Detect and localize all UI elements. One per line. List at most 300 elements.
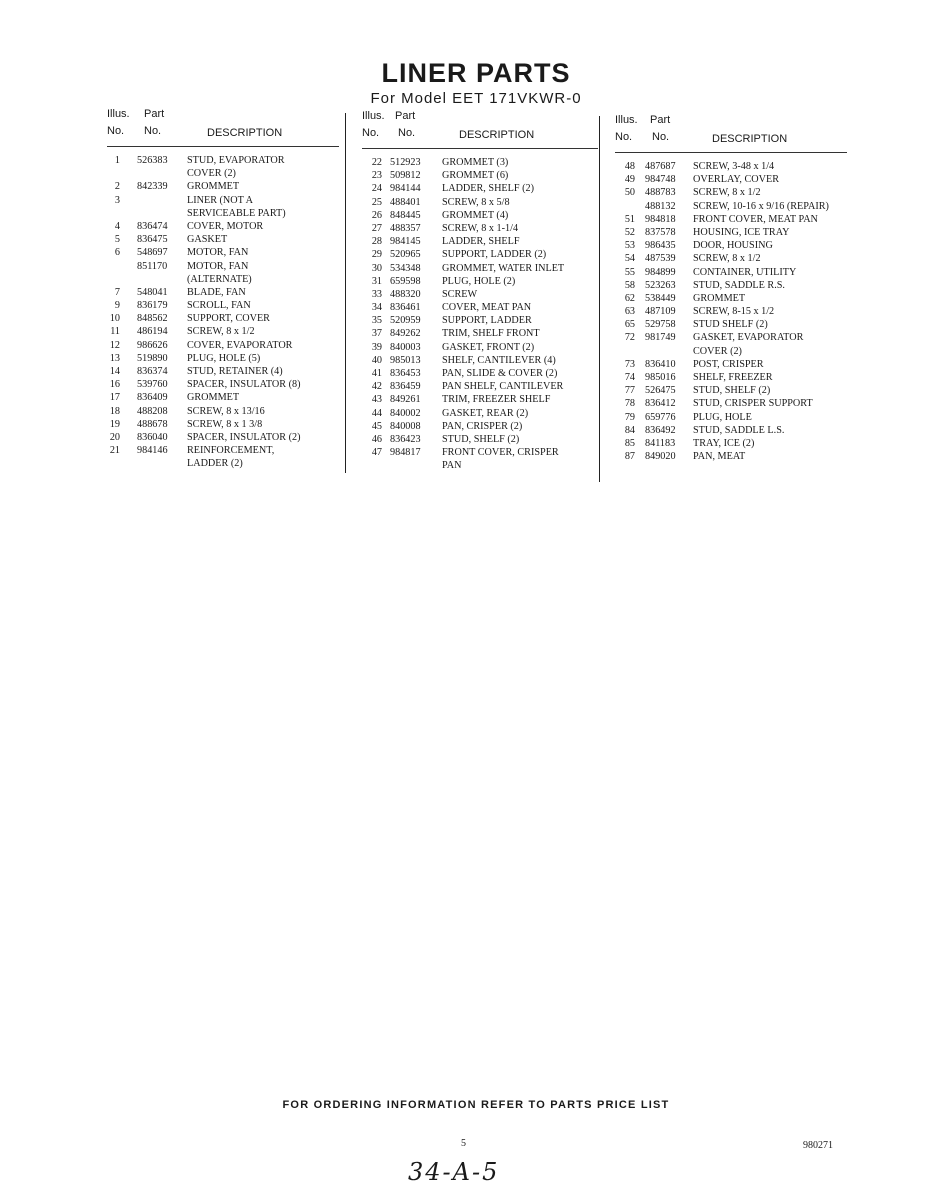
rows [615, 160, 847, 463]
part-number: 851170 [137, 260, 168, 272]
illus-number: 85 [624, 437, 635, 449]
part-description: GASKET [187, 234, 228, 246]
parts-row [107, 312, 339, 325]
part-number: 836453 [390, 368, 421, 379]
part-number: 512923 [390, 157, 421, 168]
part-number: 849262 [390, 328, 421, 340]
part-description: SUPPORT, LADDER [442, 315, 532, 327]
part-description: COVER, MOTOR [187, 220, 264, 232]
model-subtitle: For Model EET 171VKWR-0 [370, 90, 582, 107]
part-number: 519890 [137, 352, 168, 364]
parts-row [107, 391, 339, 404]
part-description: GROMMET (6) [442, 170, 509, 182]
column-header [615, 114, 847, 152]
part-description: SCREW, 3-48 x 1/4 [693, 161, 775, 172]
illus-number: 35 [371, 315, 382, 327]
parts-row [615, 371, 847, 384]
part-number: 526383 [137, 155, 168, 166]
column-header [107, 108, 339, 146]
illus-number: 12 [109, 339, 120, 351]
part-number: 836459 [390, 381, 421, 393]
parts-row [362, 341, 598, 354]
part-number: 836475 [137, 234, 168, 246]
parts-row [615, 160, 847, 173]
illus-number: 9 [114, 300, 120, 312]
part-description: PLUG, HOLE (2) [442, 275, 516, 287]
part-number: 836474 [137, 220, 168, 232]
part-description: STUD, RETAINER (4) [187, 366, 283, 377]
part-number: 534348 [390, 262, 421, 274]
parts-row [107, 180, 339, 193]
part-number: 488320 [390, 288, 421, 300]
parts-row [615, 331, 847, 344]
header-illus: Illus. [362, 110, 385, 122]
parts-row [615, 173, 847, 186]
part-number: 548697 [137, 247, 168, 259]
part-number: 981749 [645, 332, 676, 344]
part-number: 488678 [137, 418, 168, 430]
parts-column-1 [107, 108, 339, 468]
part-description: COVER (2) [693, 345, 742, 357]
parts-row [615, 266, 847, 279]
illus-number: 39 [371, 341, 382, 353]
header-rule [107, 146, 339, 147]
illus-number: 23 [371, 170, 382, 182]
parts-row [362, 446, 598, 459]
illus-number: 65 [624, 319, 635, 331]
parts-row [615, 239, 847, 252]
page-title: LINER PARTS [381, 58, 571, 88]
part-description: GROMMET (3) [442, 157, 509, 168]
parts-row [362, 248, 598, 261]
illus-number: 30 [371, 262, 382, 274]
parts-row [615, 279, 847, 292]
parts-row [615, 411, 847, 424]
part-number: 487109 [645, 306, 676, 318]
parts-row [362, 235, 598, 248]
part-number: 984818 [645, 213, 676, 225]
part-number: 659776 [645, 411, 676, 423]
part-number: 509812 [390, 170, 421, 182]
part-number: 538449 [645, 292, 676, 304]
parts-row [107, 286, 339, 299]
header-part-no: No. [398, 127, 416, 139]
part-number: 526475 [645, 385, 676, 397]
part-description: FRONT COVER, CRISPER [442, 447, 559, 459]
part-number: 488208 [137, 405, 168, 417]
part-description: SHELF, CANTILEVER (4) [442, 354, 556, 366]
part-number: 836461 [390, 302, 421, 314]
part-description: SCREW, 8 x 1-1/4 [442, 222, 519, 234]
part-number: 487687 [645, 161, 676, 172]
parts-row [107, 233, 339, 246]
parts-row [362, 196, 598, 209]
illus-number: 37 [371, 328, 382, 340]
part-number: 986435 [645, 240, 676, 252]
part-description: TRAY, ICE (2) [693, 437, 755, 449]
illus-number: 10 [109, 313, 120, 325]
part-number: 984899 [645, 266, 676, 278]
rows [362, 156, 598, 473]
header-illus: Illus. [615, 114, 638, 126]
parts-row [362, 354, 598, 367]
header-part: Part [144, 108, 165, 120]
illus-number: 63 [624, 306, 635, 318]
part-description: PAN SHELF, CANTILEVER [442, 381, 564, 393]
part-description: FRONT COVER, MEAT PAN [693, 213, 818, 225]
part-number: 849020 [645, 451, 676, 463]
parts-row [107, 352, 339, 365]
illus-number: 84 [624, 424, 635, 436]
parts-row [362, 380, 598, 393]
illus-number: 17 [109, 392, 120, 404]
illus-number: 14 [109, 366, 120, 377]
parts-row [107, 378, 339, 391]
part-description: SPACER, INSULATOR (2) [187, 431, 301, 443]
parts-row [615, 200, 847, 213]
part-number: 848445 [390, 209, 421, 221]
illus-number: 3 [114, 194, 120, 206]
part-description: HOUSING, ICE TRAY [693, 226, 790, 238]
part-number: 984817 [390, 447, 421, 459]
part-description: SCREW [442, 288, 478, 300]
part-number: 488783 [645, 187, 676, 199]
parts-row [362, 459, 598, 472]
illus-number: 31 [371, 275, 382, 287]
illus-number: 22 [371, 157, 382, 168]
part-description: GROMMET (4) [442, 209, 509, 221]
header-rule [362, 148, 598, 149]
illus-number: 79 [624, 411, 635, 423]
column-divider [599, 116, 600, 482]
part-description: SCREW, 10-16 x 9/16 (REPAIR) [693, 200, 829, 212]
part-number: 836374 [137, 366, 168, 377]
illus-number: 54 [624, 253, 635, 265]
header-description: DESCRIPTION [459, 129, 535, 141]
part-description: POST, CRISPER [693, 358, 764, 370]
header-rule [615, 152, 847, 153]
part-description: GROMMET [693, 292, 746, 304]
parts-row [362, 314, 598, 327]
part-description: PAN, SLIDE & COVER (2) [442, 368, 558, 379]
parts-row [362, 156, 598, 169]
illus-number: 50 [624, 187, 635, 199]
part-description: GASKET, EVAPORATOR [693, 332, 804, 344]
part-number: 520959 [390, 315, 421, 327]
part-description: SUPPORT, LADDER (2) [442, 249, 547, 261]
illus-number: 44 [371, 407, 382, 419]
parts-row [362, 262, 598, 275]
parts-row [362, 275, 598, 288]
parts-row [362, 327, 598, 340]
illus-number: 40 [371, 354, 382, 366]
page-mark: 5 [461, 1138, 466, 1149]
part-number: 986626 [137, 339, 168, 351]
illus-number: 7 [114, 286, 120, 298]
part-description: COVER (2) [187, 168, 236, 180]
parts-row [615, 318, 847, 331]
part-description: STUD SHELF (2) [693, 319, 768, 331]
part-description: STUD, SHELF (2) [693, 385, 771, 397]
parts-row [615, 345, 847, 358]
illus-number: 62 [624, 292, 635, 304]
part-description: STUD, EVAPORATOR [187, 155, 285, 166]
header-description: DESCRIPTION [207, 127, 283, 139]
illus-number: 74 [624, 372, 635, 383]
illus-number: 18 [109, 405, 120, 417]
part-description: GASKET, REAR (2) [442, 407, 529, 419]
handwritten-page-number: 34-A-5 [408, 1158, 500, 1186]
illus-number: 73 [624, 358, 635, 370]
part-number: 985013 [390, 354, 421, 366]
column-header [362, 110, 598, 148]
parts-row [107, 418, 339, 431]
part-description: GROMMET, WATER INLET [442, 262, 565, 274]
part-description: COVER, MEAT PAN [442, 302, 532, 314]
part-number: 486194 [137, 326, 168, 338]
part-number: 523263 [645, 279, 676, 291]
parts-row [107, 260, 339, 273]
part-description: (ALTERNATE) [187, 273, 252, 285]
part-description: LINER (NOT A [187, 194, 254, 206]
part-description: SCREW, 8 x 1/2 [693, 253, 761, 265]
illus-number: 21 [109, 445, 120, 457]
header-part-no: No. [144, 125, 162, 137]
part-description: MOTOR, FAN [187, 260, 249, 272]
parts-row [615, 213, 847, 226]
header-part-no: No. [652, 131, 670, 143]
part-number: 984144 [390, 183, 421, 195]
part-number: 848562 [137, 313, 168, 325]
part-number: 985016 [645, 372, 676, 383]
illus-number: 5 [114, 234, 120, 246]
column-divider [345, 113, 346, 473]
part-description: PAN, MEAT [693, 451, 746, 463]
illus-number: 13 [109, 352, 120, 364]
parts-row [362, 182, 598, 195]
part-description: REINFORCEMENT, [187, 445, 275, 457]
parts-row [362, 169, 598, 182]
part-description: TRIM, SHELF FRONT [442, 328, 540, 340]
illus-number: 49 [624, 174, 635, 186]
part-number: 849261 [390, 394, 421, 406]
parts-row [615, 305, 847, 318]
part-number: 984146 [137, 445, 168, 457]
illus-number: 29 [371, 249, 382, 261]
part-number: 836040 [137, 431, 168, 443]
part-number: 659598 [390, 275, 421, 287]
parts-row [615, 450, 847, 463]
header-part: Part [395, 110, 416, 122]
part-number: 840002 [390, 407, 421, 419]
part-number: 841183 [645, 437, 676, 449]
part-number: 836410 [645, 358, 676, 370]
part-description: COVER, EVAPORATOR [187, 339, 293, 351]
part-description: LADDER, SHELF [442, 236, 520, 248]
part-description: STUD, SADDLE L.S. [693, 424, 785, 436]
part-description: GROMMET [187, 392, 240, 404]
parts-row [615, 358, 847, 371]
part-description: PLUG, HOLE [693, 411, 752, 423]
illus-number: 24 [371, 183, 382, 195]
illus-number: 43 [371, 394, 382, 406]
part-description: PLUG, HOLE (5) [187, 352, 261, 364]
parts-row [107, 207, 339, 220]
part-description: CONTAINER, UTILITY [693, 266, 797, 278]
illus-number: 53 [624, 240, 635, 252]
part-number: 840003 [390, 341, 421, 353]
parts-row [362, 367, 598, 380]
illus-number: 26 [371, 209, 382, 221]
illus-number: 11 [110, 326, 120, 338]
parts-row [362, 420, 598, 433]
illus-number: 87 [624, 451, 635, 463]
part-description: LADDER, SHELF (2) [442, 183, 534, 195]
parts-row [107, 220, 339, 233]
part-number: 548041 [137, 286, 168, 298]
illus-number: 52 [624, 226, 635, 238]
parts-row [362, 393, 598, 406]
illus-number: 51 [624, 213, 635, 225]
illus-number: 6 [114, 247, 120, 259]
part-description: DOOR, HOUSING [693, 240, 773, 252]
parts-row [362, 222, 598, 235]
part-number: 488132 [645, 200, 676, 212]
part-description: SCREW, 8 x 1/2 [693, 187, 761, 199]
part-number: 487539 [645, 253, 676, 265]
part-description: GROMMET [187, 181, 240, 193]
header-part: Part [650, 114, 671, 126]
part-description: STUD, SADDLE R.S. [693, 279, 785, 291]
header-illus-no: No. [615, 131, 633, 143]
part-description: SCREW, 8 x 5/8 [442, 196, 510, 208]
illus-number: 25 [371, 196, 382, 208]
part-number: 520965 [390, 249, 421, 261]
part-description: OVERLAY, COVER [693, 174, 780, 186]
parts-row [107, 325, 339, 338]
illus-number: 20 [109, 431, 120, 443]
illus-number: 34 [371, 302, 382, 314]
part-number: 840008 [390, 420, 421, 432]
illus-number: 45 [371, 420, 382, 432]
parts-row [107, 444, 339, 457]
parts-row [107, 365, 339, 378]
parts-row [615, 226, 847, 239]
illus-number: 55 [624, 266, 635, 278]
part-number: 836179 [137, 300, 168, 312]
parts-row [107, 246, 339, 259]
parts-row [362, 407, 598, 420]
part-number: 836423 [390, 433, 421, 445]
part-description: MOTOR, FAN [187, 247, 249, 259]
part-description: SCREW, 8-15 x 1/2 [693, 306, 775, 318]
parts-row [615, 397, 847, 410]
header-illus-no: No. [362, 127, 380, 139]
part-number: 836412 [645, 398, 676, 410]
parts-row [107, 431, 339, 444]
illus-number: 58 [624, 279, 635, 291]
parts-row [362, 209, 598, 222]
part-description: TRIM, FREEZER SHELF [442, 394, 551, 406]
header-description: DESCRIPTION [712, 133, 788, 145]
part-number: 529758 [645, 319, 676, 331]
part-description: STUD, CRISPER SUPPORT [693, 398, 813, 410]
part-description: BLADE, FAN [187, 286, 246, 298]
parts-row [107, 457, 339, 470]
part-description: PAN, CRISPER (2) [442, 420, 523, 432]
part-description: SCREW, 8 x 1/2 [187, 326, 255, 338]
illus-number: 41 [371, 368, 382, 379]
parts-row [362, 288, 598, 301]
illus-number: 48 [624, 161, 635, 172]
part-description: SUPPORT, COVER [187, 313, 270, 325]
parts-row [615, 252, 847, 265]
illus-number: 77 [624, 385, 635, 397]
illus-number: 16 [109, 379, 120, 391]
part-number: 836492 [645, 424, 676, 436]
part-number: 488401 [390, 196, 421, 208]
part-number: 837578 [645, 226, 676, 238]
parts-row [107, 405, 339, 418]
ordering-footer: FOR ORDERING INFORMATION REFER TO PARTS PRICE LIST [282, 1099, 670, 1111]
parts-row [615, 292, 847, 305]
rows [107, 154, 339, 471]
parts-row [107, 339, 339, 352]
illus-number: 33 [371, 288, 382, 300]
header-illus-no: No. [107, 125, 125, 137]
parts-row [107, 299, 339, 312]
part-number: 836409 [137, 392, 168, 404]
part-description: SPACER, INSULATOR (8) [187, 379, 301, 391]
part-description: STUD, SHELF (2) [442, 433, 520, 445]
parts-row [107, 167, 339, 180]
part-description: SCROLL, FAN [187, 300, 251, 312]
part-number: 984145 [390, 236, 421, 248]
illus-number: 78 [624, 398, 635, 410]
part-number: 984748 [645, 174, 676, 186]
part-number: 488357 [390, 222, 421, 234]
parts-row [107, 273, 339, 286]
illus-number: 2 [114, 181, 120, 193]
illus-number: 42 [371, 381, 382, 393]
parts-row [615, 384, 847, 397]
parts-row [362, 301, 598, 314]
parts-column-3 [615, 114, 847, 474]
parts-row [107, 154, 339, 167]
illus-number: 46 [371, 433, 382, 445]
part-description: PAN [442, 460, 462, 472]
part-number: 842339 [137, 181, 168, 193]
part-description: GASKET, FRONT (2) [442, 341, 535, 353]
parts-row [362, 433, 598, 446]
header-illus: Illus. [107, 108, 130, 120]
part-number: 539760 [137, 379, 168, 391]
part-description: SCREW, 8 x 1 3/8 [187, 418, 263, 430]
illus-number: 27 [371, 222, 382, 234]
illus-number: 72 [624, 332, 635, 344]
parts-row [107, 194, 339, 207]
illus-number: 28 [371, 236, 382, 248]
parts-row [615, 186, 847, 199]
illus-number: 47 [371, 447, 382, 459]
illus-number: 19 [109, 418, 120, 430]
illus-number: 4 [114, 220, 120, 232]
parts-column-2 [362, 110, 598, 470]
parts-row [615, 437, 847, 450]
part-description: SHELF, FREEZER [693, 372, 773, 383]
part-description: LADDER (2) [187, 458, 243, 470]
part-description: SCREW, 8 x 13/16 [187, 405, 265, 417]
